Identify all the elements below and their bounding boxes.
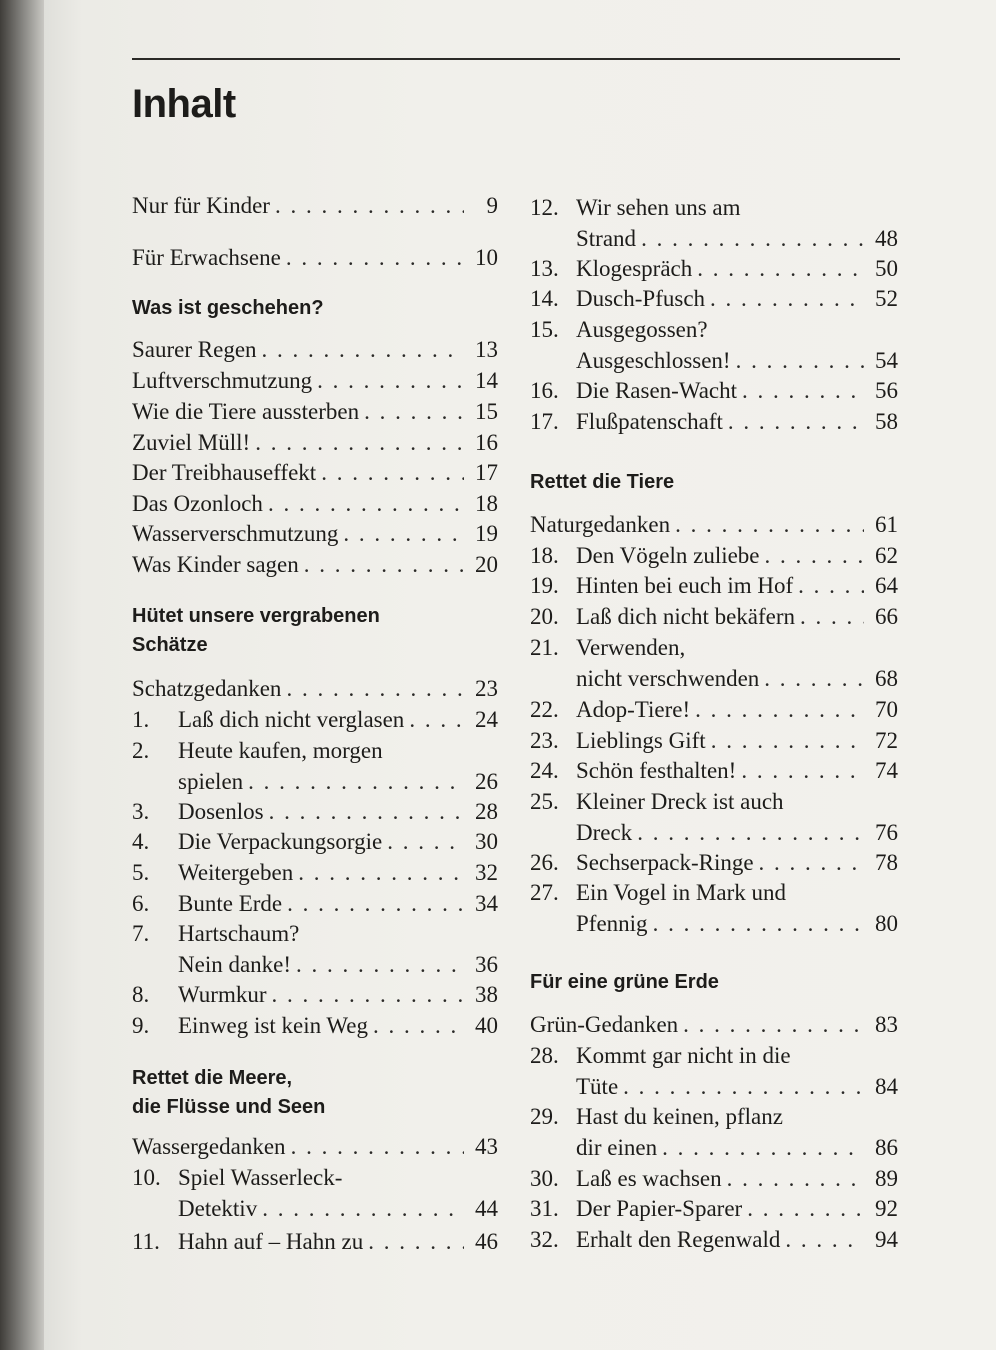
page-number: 52 xyxy=(875,286,898,311)
page-number: 72 xyxy=(875,728,898,753)
toc-entry[interactable] xyxy=(530,1101,898,1163)
toc-entry-line xyxy=(530,817,898,848)
page-number: 50 xyxy=(875,256,898,281)
dot-leader xyxy=(272,979,465,1010)
chapter-number: 12. xyxy=(530,195,559,220)
toc-entry[interactable] xyxy=(132,518,498,549)
page-number: 68 xyxy=(875,666,898,691)
toc-entry-line xyxy=(530,663,898,694)
chapter-number: 9. xyxy=(132,1013,150,1038)
section-heading xyxy=(132,1064,498,1122)
toc-entry-line xyxy=(132,1226,498,1257)
dot-leader xyxy=(764,663,864,694)
entry-title: Hinten bei euch im Hof xyxy=(576,573,794,598)
entry-title: Laß es wachsen xyxy=(576,1166,722,1191)
chapter-number: 28. xyxy=(530,1043,559,1068)
entry-title: nicht verschwenden xyxy=(576,666,760,691)
chapter-number: 30. xyxy=(530,1166,559,1191)
page-number: 40 xyxy=(475,1013,498,1038)
toc-entry-line xyxy=(530,632,898,663)
chapter-number: 13. xyxy=(530,256,559,281)
page-number: 62 xyxy=(875,543,898,568)
dot-leader xyxy=(662,1132,864,1163)
dot-leader xyxy=(286,242,464,273)
chapter-number: 5. xyxy=(132,860,150,885)
entry-title: Verwenden, xyxy=(576,635,686,660)
dot-leader xyxy=(368,1226,464,1257)
page-number: 54 xyxy=(875,348,898,373)
section-heading xyxy=(132,602,498,660)
dot-leader xyxy=(343,518,464,549)
entry-title: Wir sehen uns am xyxy=(576,195,741,220)
toc-entry-line xyxy=(530,192,898,223)
entry-title: Lieblings Gift xyxy=(576,728,706,753)
page-number: 74 xyxy=(875,758,898,783)
section-heading-line: Rettet die Meere, xyxy=(132,1067,293,1089)
dot-leader xyxy=(321,457,464,488)
dot-leader xyxy=(623,1071,864,1102)
book-gutter xyxy=(0,0,44,1350)
toc-entry[interactable] xyxy=(132,334,498,365)
toc-entry[interactable] xyxy=(530,540,898,571)
dot-leader xyxy=(269,796,464,827)
toc-entry-line xyxy=(132,1131,498,1162)
chapter-number: 31. xyxy=(530,1196,559,1221)
page-number: 83 xyxy=(875,1012,898,1037)
dot-leader xyxy=(255,427,464,458)
toc-entry[interactable] xyxy=(132,427,498,458)
entry-title: Was Kinder sagen xyxy=(132,552,299,577)
entry-title: Nur für Kinder xyxy=(132,193,270,218)
toc-entry-line xyxy=(530,1101,898,1132)
toc-entry[interactable] xyxy=(530,314,898,376)
entry-title: Wasserverschmutzung xyxy=(132,521,339,546)
chapter-number: 3. xyxy=(132,799,150,824)
toc-entry[interactable] xyxy=(530,375,898,406)
entry-title: Kleiner Dreck ist auch xyxy=(576,789,784,814)
toc-entry-line xyxy=(530,601,898,632)
dot-leader xyxy=(262,334,464,365)
toc-entry[interactable] xyxy=(132,979,498,1010)
toc-entry-line xyxy=(530,908,898,939)
toc-entry-line xyxy=(530,509,898,540)
entry-title: Luftverschmutzung xyxy=(132,368,313,393)
dot-leader xyxy=(637,817,864,848)
entry-title: Ausgeschlossen! xyxy=(576,348,731,373)
page-title: Inhalt xyxy=(132,82,236,126)
entry-title: Naturgedanken xyxy=(530,512,671,537)
toc-entry[interactable] xyxy=(132,190,498,221)
toc-entry-line xyxy=(132,826,498,857)
toc-entry-line xyxy=(132,190,498,221)
page-number: 94 xyxy=(875,1227,898,1252)
dot-leader xyxy=(800,601,864,632)
chapter-number: 19. xyxy=(530,573,559,598)
dot-leader xyxy=(409,704,464,735)
toc-entry[interactable] xyxy=(530,570,898,601)
entry-title: Weitergeben xyxy=(178,860,294,885)
dot-leader xyxy=(798,570,864,601)
page-number: 76 xyxy=(875,820,898,845)
toc-entry-line xyxy=(530,847,898,878)
page-number: 64 xyxy=(875,573,898,598)
page-number: 16 xyxy=(475,430,498,455)
page-number: 15 xyxy=(475,399,498,424)
chapter-number: 17. xyxy=(530,409,559,434)
page-number: 80 xyxy=(875,911,898,936)
entry-title: Laß dich nicht bekäfern xyxy=(576,604,796,629)
page-number: 19 xyxy=(475,521,498,546)
chapter-number: 1. xyxy=(132,707,150,732)
toc-entry-line xyxy=(530,877,898,908)
entry-title: Der Treibhauseffekt xyxy=(132,460,317,485)
section-heading xyxy=(530,468,898,497)
chapter-number: 22. xyxy=(530,697,559,722)
dot-leader xyxy=(695,694,864,725)
entry-title: Erhalt den Regenwald xyxy=(576,1227,781,1252)
toc-entry-line xyxy=(530,1009,898,1040)
chapter-number: 27. xyxy=(530,880,559,905)
toc-entry-line xyxy=(530,223,898,254)
toc-entry-line xyxy=(132,549,498,580)
toc-entry[interactable] xyxy=(530,755,898,786)
page-number: 56 xyxy=(875,378,898,403)
toc-entry[interactable] xyxy=(530,1009,898,1040)
toc-entry[interactable] xyxy=(530,1193,898,1224)
chapter-number: 10. xyxy=(132,1165,161,1190)
page-number: 9 xyxy=(486,193,498,218)
dot-leader xyxy=(262,1193,464,1224)
dot-leader xyxy=(287,888,464,919)
toc-entry[interactable] xyxy=(530,601,898,632)
entry-title: Schatzgedanken xyxy=(132,676,282,701)
toc-entry[interactable] xyxy=(132,673,498,704)
toc-entry-line xyxy=(530,1040,898,1071)
toc-entry[interactable] xyxy=(132,549,498,580)
entry-title: Für Erwachsene xyxy=(132,245,281,270)
page-number: 18 xyxy=(475,491,498,516)
toc-entry-line xyxy=(530,406,898,437)
toc-entry-line xyxy=(530,1224,898,1255)
section-heading-line: Schätze xyxy=(132,634,208,656)
entry-title: Klogespräch xyxy=(576,256,693,281)
dot-leader xyxy=(683,1009,864,1040)
toc-entry[interactable] xyxy=(530,283,898,314)
entry-title: Grün-Gedanken xyxy=(530,1012,679,1037)
entry-title: Wurmkur xyxy=(178,982,267,1007)
toc-entry[interactable] xyxy=(530,509,898,540)
entry-title: Ein Vogel in Mark und xyxy=(576,880,786,905)
toc-entry[interactable] xyxy=(132,1010,498,1041)
entry-title: Ausgegossen? xyxy=(576,317,708,342)
toc-entry-line xyxy=(132,1193,498,1224)
dot-leader xyxy=(736,345,864,376)
toc-entry-line xyxy=(530,755,898,786)
toc-entry[interactable] xyxy=(132,396,498,427)
chapter-number: 4. xyxy=(132,829,150,854)
toc-entry-line xyxy=(530,725,898,756)
page-number: 61 xyxy=(875,512,898,537)
toc-entry[interactable] xyxy=(132,918,498,980)
chapter-number: 6. xyxy=(132,891,150,916)
page-number: 14 xyxy=(475,368,498,393)
chapter-number: 15. xyxy=(530,317,559,342)
page-number: 48 xyxy=(875,226,898,251)
entry-title: spielen xyxy=(178,769,244,794)
dot-leader xyxy=(728,406,864,437)
chapter-number: 26. xyxy=(530,850,559,875)
toc-entry-line xyxy=(132,796,498,827)
chapter-number: 7. xyxy=(132,921,150,946)
entry-title: Das Ozonloch xyxy=(132,491,263,516)
toc-entry-line xyxy=(132,457,498,488)
toc-entry-line xyxy=(530,694,898,725)
toc-entry-line xyxy=(132,396,498,427)
dot-leader xyxy=(291,1131,464,1162)
entry-title: Saurer Regen xyxy=(132,337,257,362)
toc-entry[interactable] xyxy=(132,826,498,857)
page-number: 26 xyxy=(475,769,498,794)
toc-entry[interactable] xyxy=(132,1226,498,1257)
entry-title: Die Verpackungsorgie xyxy=(178,829,383,854)
toc-entry[interactable] xyxy=(132,242,498,273)
entry-title: Hahn auf – Hahn zu xyxy=(178,1229,364,1254)
page-number: 58 xyxy=(875,409,898,434)
toc-entry-line xyxy=(132,518,498,549)
dot-leader xyxy=(741,755,864,786)
toc-entry[interactable] xyxy=(132,888,498,919)
toc-entry-line xyxy=(132,918,498,949)
entry-title: Wie die Tiere aussterben xyxy=(132,399,360,424)
chapter-number: 23. xyxy=(530,728,559,753)
page-number: 24 xyxy=(475,707,498,732)
section-heading-line: Was ist geschehen? xyxy=(132,297,324,319)
page-number: 66 xyxy=(875,604,898,629)
page-number: 28 xyxy=(475,799,498,824)
chapter-number: 11. xyxy=(132,1229,160,1254)
entry-title: Hartschaum? xyxy=(178,921,300,946)
toc-entry-line xyxy=(132,334,498,365)
entry-title: Pfennig xyxy=(576,911,648,936)
toc-entry[interactable] xyxy=(530,877,898,939)
toc-entry[interactable] xyxy=(530,192,898,254)
toc-entry-line xyxy=(530,786,898,817)
entry-title: Den Vögeln zuliebe xyxy=(576,543,760,568)
chapter-number: 24. xyxy=(530,758,559,783)
page-number: 17 xyxy=(475,460,498,485)
toc-entry-line xyxy=(132,888,498,919)
page-number: 13 xyxy=(475,337,498,362)
page-number: 32 xyxy=(475,860,498,885)
page-number: 70 xyxy=(875,697,898,722)
dot-leader xyxy=(675,509,864,540)
toc-entry[interactable] xyxy=(132,1162,498,1224)
page-number: 38 xyxy=(475,982,498,1007)
toc-entry-line xyxy=(530,1193,898,1224)
entry-title: Die Rasen-Wacht xyxy=(576,378,737,403)
toc-entry-line xyxy=(530,253,898,284)
page-number: 46 xyxy=(475,1229,498,1254)
chapter-number: 29. xyxy=(530,1104,559,1129)
dot-leader xyxy=(275,190,464,221)
chapter-number: 18. xyxy=(530,543,559,568)
toc-entry-line xyxy=(132,427,498,458)
entry-title: Dosenlos xyxy=(178,799,264,824)
section-heading-line: Hütet unsere vergrabenen xyxy=(132,605,380,627)
dot-leader xyxy=(373,1010,464,1041)
toc-entry[interactable] xyxy=(132,704,498,735)
dot-leader xyxy=(653,908,864,939)
dot-leader xyxy=(759,847,864,878)
toc-entry[interactable] xyxy=(530,632,898,694)
entry-title: Heute kaufen, morgen xyxy=(178,738,383,763)
entry-title: Laß dich nicht verglasen xyxy=(178,707,405,732)
chapter-number: 16. xyxy=(530,378,559,403)
dot-leader xyxy=(727,1163,864,1194)
section-heading-line: Rettet die Tiere xyxy=(530,471,675,493)
toc-entry[interactable] xyxy=(530,694,898,725)
entry-title: Hast du keinen, pflanz xyxy=(576,1104,783,1129)
section-heading xyxy=(530,968,898,997)
page-number: 92 xyxy=(875,1196,898,1221)
entry-title: dir einen xyxy=(576,1135,658,1160)
dot-leader xyxy=(296,949,464,980)
toc-entry-line xyxy=(132,1010,498,1041)
toc-entry-line xyxy=(132,488,498,519)
entry-title: Der Papier-Sparer xyxy=(576,1196,743,1221)
entry-title: Sechserpack-Ringe xyxy=(576,850,754,875)
toc-entry[interactable] xyxy=(530,253,898,284)
entry-title: Bunte Erde xyxy=(178,891,283,916)
dot-leader xyxy=(697,253,864,284)
toc-entry-line xyxy=(132,242,498,273)
entry-title: Flußpatenschaft xyxy=(576,409,723,434)
entry-title: Tüte xyxy=(576,1074,619,1099)
dot-leader xyxy=(248,766,464,797)
toc-entry-line xyxy=(132,704,498,735)
dot-leader xyxy=(286,673,464,704)
toc-entry-line xyxy=(132,365,498,396)
toc-entry-line xyxy=(132,673,498,704)
entry-title: Kommt gar nicht in die xyxy=(576,1043,791,1068)
entry-title: Nein danke! xyxy=(178,952,292,977)
toc-entry-line xyxy=(132,949,498,980)
dot-leader xyxy=(641,223,864,254)
toc-entry-line xyxy=(530,1071,898,1102)
toc-entry[interactable] xyxy=(530,847,898,878)
page-number: 30 xyxy=(475,829,498,854)
entry-title: Zuviel Müll! xyxy=(132,430,251,455)
dot-leader xyxy=(742,375,864,406)
entry-title: Strand xyxy=(576,226,637,251)
toc-entry-line xyxy=(132,979,498,1010)
dot-leader xyxy=(364,396,464,427)
page-number: 86 xyxy=(875,1135,898,1160)
entry-title: Schön festhalten! xyxy=(576,758,737,783)
chapter-number: 8. xyxy=(132,982,150,1007)
dot-leader xyxy=(711,725,864,756)
dot-leader xyxy=(710,283,864,314)
page-number: 89 xyxy=(875,1166,898,1191)
toc-entry[interactable] xyxy=(132,488,498,519)
toc-entry[interactable] xyxy=(132,1131,498,1162)
dot-leader xyxy=(747,1193,864,1224)
toc-entry-line xyxy=(132,766,498,797)
dot-leader xyxy=(785,1224,864,1255)
toc-entry-line xyxy=(530,540,898,571)
section-heading xyxy=(132,294,498,323)
dot-leader xyxy=(765,540,864,571)
page-number: 20 xyxy=(475,552,498,577)
chapter-number: 32. xyxy=(530,1227,559,1252)
toc-entry[interactable] xyxy=(530,725,898,756)
toc-entry[interactable] xyxy=(132,857,498,888)
entry-title: Wassergedanken xyxy=(132,1134,286,1159)
entry-title: Adop-Tiere! xyxy=(576,697,691,722)
dot-leader xyxy=(317,365,464,396)
toc-entry[interactable] xyxy=(132,796,498,827)
entry-title: Einweg ist kein Weg xyxy=(178,1013,368,1038)
page-number: 44 xyxy=(475,1196,498,1221)
toc-entry[interactable] xyxy=(530,1040,898,1102)
chapter-number: 21. xyxy=(530,635,559,660)
entry-title: Dusch-Pfusch xyxy=(576,286,706,311)
toc-entry[interactable] xyxy=(530,786,898,848)
dot-leader xyxy=(268,488,464,519)
chapter-number: 14. xyxy=(530,286,559,311)
toc-entry[interactable] xyxy=(132,365,498,396)
dot-leader xyxy=(387,826,464,857)
entry-title: Dreck xyxy=(576,820,633,845)
toc-entry-line xyxy=(132,857,498,888)
entry-title: Detektiv xyxy=(178,1196,258,1221)
toc-entry-line xyxy=(530,1132,898,1163)
toc-entry-line xyxy=(530,345,898,376)
toc-entry[interactable] xyxy=(530,1163,898,1194)
dot-leader xyxy=(304,549,464,580)
header-rule xyxy=(132,58,900,60)
toc-entry[interactable] xyxy=(530,1224,898,1255)
dot-leader xyxy=(298,857,464,888)
section-heading-line: die Flüsse und Seen xyxy=(132,1096,326,1118)
section-heading-line: Für eine grüne Erde xyxy=(530,971,719,993)
page-number: 43 xyxy=(475,1134,498,1159)
toc-entry-line xyxy=(132,1162,498,1193)
toc-entry[interactable] xyxy=(132,735,498,797)
page-number: 23 xyxy=(475,676,498,701)
toc-entry-line xyxy=(132,735,498,766)
toc-entry-line xyxy=(530,375,898,406)
chapter-number: 2. xyxy=(132,738,150,763)
page-number: 10 xyxy=(475,245,498,270)
toc-entry-line xyxy=(530,314,898,345)
page-number: 84 xyxy=(875,1074,898,1099)
toc-entry-line xyxy=(530,570,898,601)
toc-entry-line xyxy=(530,283,898,314)
toc-entry-line xyxy=(530,1163,898,1194)
page-number: 34 xyxy=(475,891,498,916)
chapter-number: 20. xyxy=(530,604,559,629)
page-number: 78 xyxy=(875,850,898,875)
chapter-number: 25. xyxy=(530,789,559,814)
toc-entry[interactable] xyxy=(132,457,498,488)
page-number: 36 xyxy=(475,952,498,977)
toc-entry[interactable] xyxy=(530,406,898,437)
entry-title: Spiel Wasserleck- xyxy=(178,1165,343,1190)
